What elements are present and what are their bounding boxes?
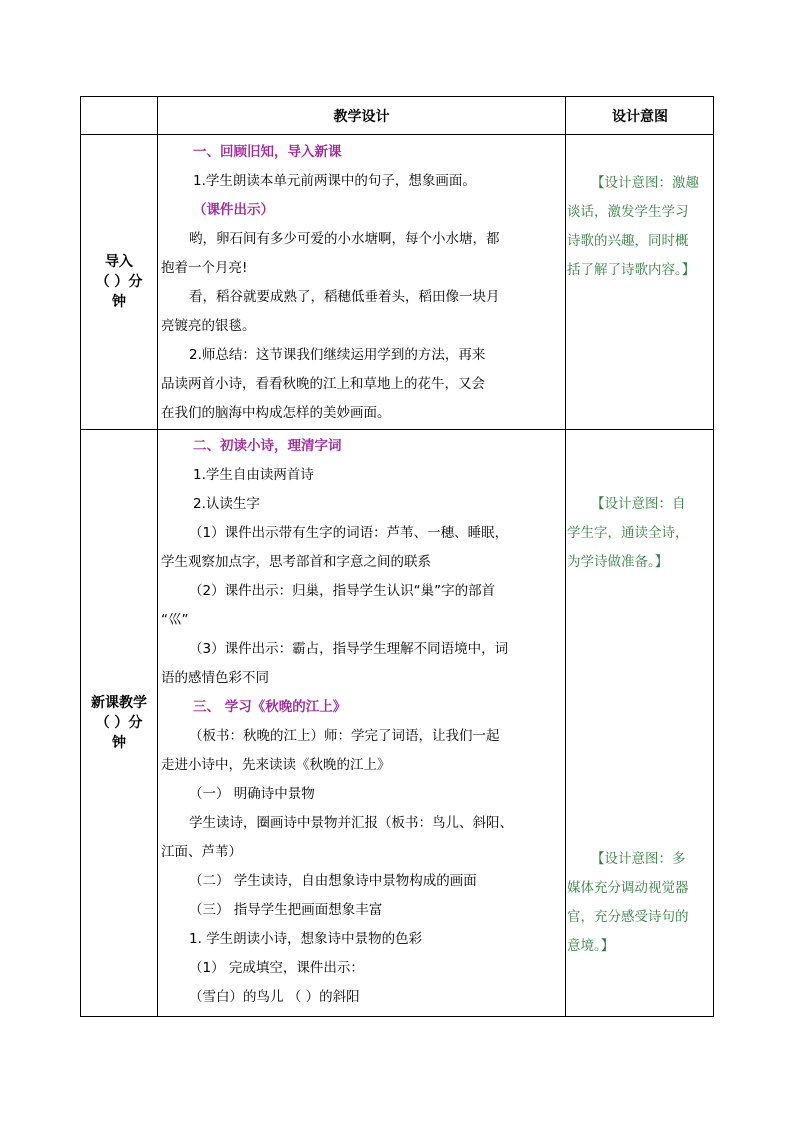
intent-line: 括了解了诗歌内容。】 [567, 262, 696, 278]
text-line: （2）课件出示：归巢，指导学生认识“巢”字的部首 [189, 583, 496, 599]
stage-new-lesson [81, 430, 157, 1016]
header-intent: 设计意图 [612, 108, 668, 125]
stage-duration: （ ）分 [95, 715, 143, 731]
text-line: （1） 完成填空，课件出示： [189, 960, 364, 976]
section-heading: 二、初读小诗，理清字词 [193, 438, 342, 454]
text-line: 品读两首小诗，看看秋晚的江上和草地上的花牛，又会 [161, 376, 485, 392]
intent-poem [567, 845, 713, 961]
intent-intro [567, 169, 713, 285]
text-line: 抱着一个月亮! [161, 260, 248, 276]
text-line: 亮镀亮的银毯。 [161, 318, 256, 334]
stage-label: 新课教学 [91, 695, 147, 711]
intent-line: 诗歌的兴趣，同时概 [567, 233, 689, 249]
text-line: 江面、芦苇） [161, 844, 242, 860]
stage-duration: （ ）分 [95, 274, 143, 290]
text-line: “巛” [161, 612, 189, 628]
section-heading: 一、回顾旧知，导入新课 [193, 144, 342, 160]
design-new-lesson [159, 430, 566, 1016]
intent-line: 【设计意图：自 [591, 496, 686, 512]
column-divider [157, 97, 158, 1016]
text-line: （课件出示） [193, 202, 274, 218]
stage-label: 导入 [105, 254, 133, 270]
intent-line: 【设计意图：多 [591, 851, 686, 867]
text-line: 1. 学生朗读小诗，想象诗中景物的色彩 [189, 931, 423, 947]
intent-new-words [567, 490, 713, 577]
text-line: 语的感情色彩不同 [161, 670, 269, 686]
text-line: 走进小诗中，先来读读《秋晚的江上》 [161, 757, 391, 773]
text-line: 学生读诗，圈画诗中景物并汇报（板书：鸟儿、斜阳、 [189, 815, 513, 831]
text-line: 在我们的脑海中构成怎样的美妙画面。 [161, 405, 391, 421]
text-line: （二） 学生读诗，自由想象诗中景物构成的画面 [189, 873, 477, 889]
text-line: （三） 指导学生把画面想象丰富 [189, 902, 383, 918]
text-line: 2.师总结：这节课我们继续运用学到的方法，再来 [189, 347, 486, 363]
text-line: （板书：秋晚的江上）师：学完了词语，让我们一起 [189, 728, 500, 744]
text-line: （雪白）的鸟儿 （ ）的斜阳 [189, 989, 360, 1005]
intent-line: 谈话，激发学生学习 [567, 204, 689, 220]
text-line: 看，稻谷就要成熟了，稻穗低垂着头，稻田像一块月 [189, 289, 500, 305]
intent-line: 【设计意图：激趣 [591, 175, 699, 191]
section-heading: 三、 学习《秋晚的江上》 [193, 699, 347, 715]
stage-unit: 钟 [112, 735, 126, 751]
text-line: 1.学生朗读本单元前两课中的句子，想象画面。 [193, 173, 476, 189]
text-line: 2.认读生字 [193, 496, 260, 512]
intent-line: 学生字，通读全诗， [567, 525, 689, 541]
design-intro [159, 135, 566, 429]
stage-unit: 钟 [112, 294, 126, 310]
intent-line: 为学诗做准备。】 [567, 554, 669, 570]
stage-intro [81, 135, 157, 429]
text-line: 1.学生自由读两首诗 [193, 467, 314, 483]
text-line: （3）课件出示：霸占，指导学生理解不同语境中，词 [189, 641, 509, 657]
intent-line: 官，充分感受诗句的 [567, 909, 689, 925]
text-line: 哟，卵石间有多少可爱的小水塘啊，每个小水塘，都 [189, 231, 500, 247]
text-line: （一） 明确诗中景物 [189, 786, 315, 802]
lesson-plan-table [80, 96, 714, 1017]
intent-line: 意境。】 [567, 938, 615, 954]
text-line: 学生观察加点字，思考部首和字意之间的联系 [161, 554, 431, 570]
intent-line: 媒体充分调动视觉器 [567, 880, 689, 896]
text-line: （1）课件出示带有生字的词语：芦苇、一穗、睡眠， [189, 525, 509, 541]
header-design: 教学设计 [333, 108, 390, 125]
